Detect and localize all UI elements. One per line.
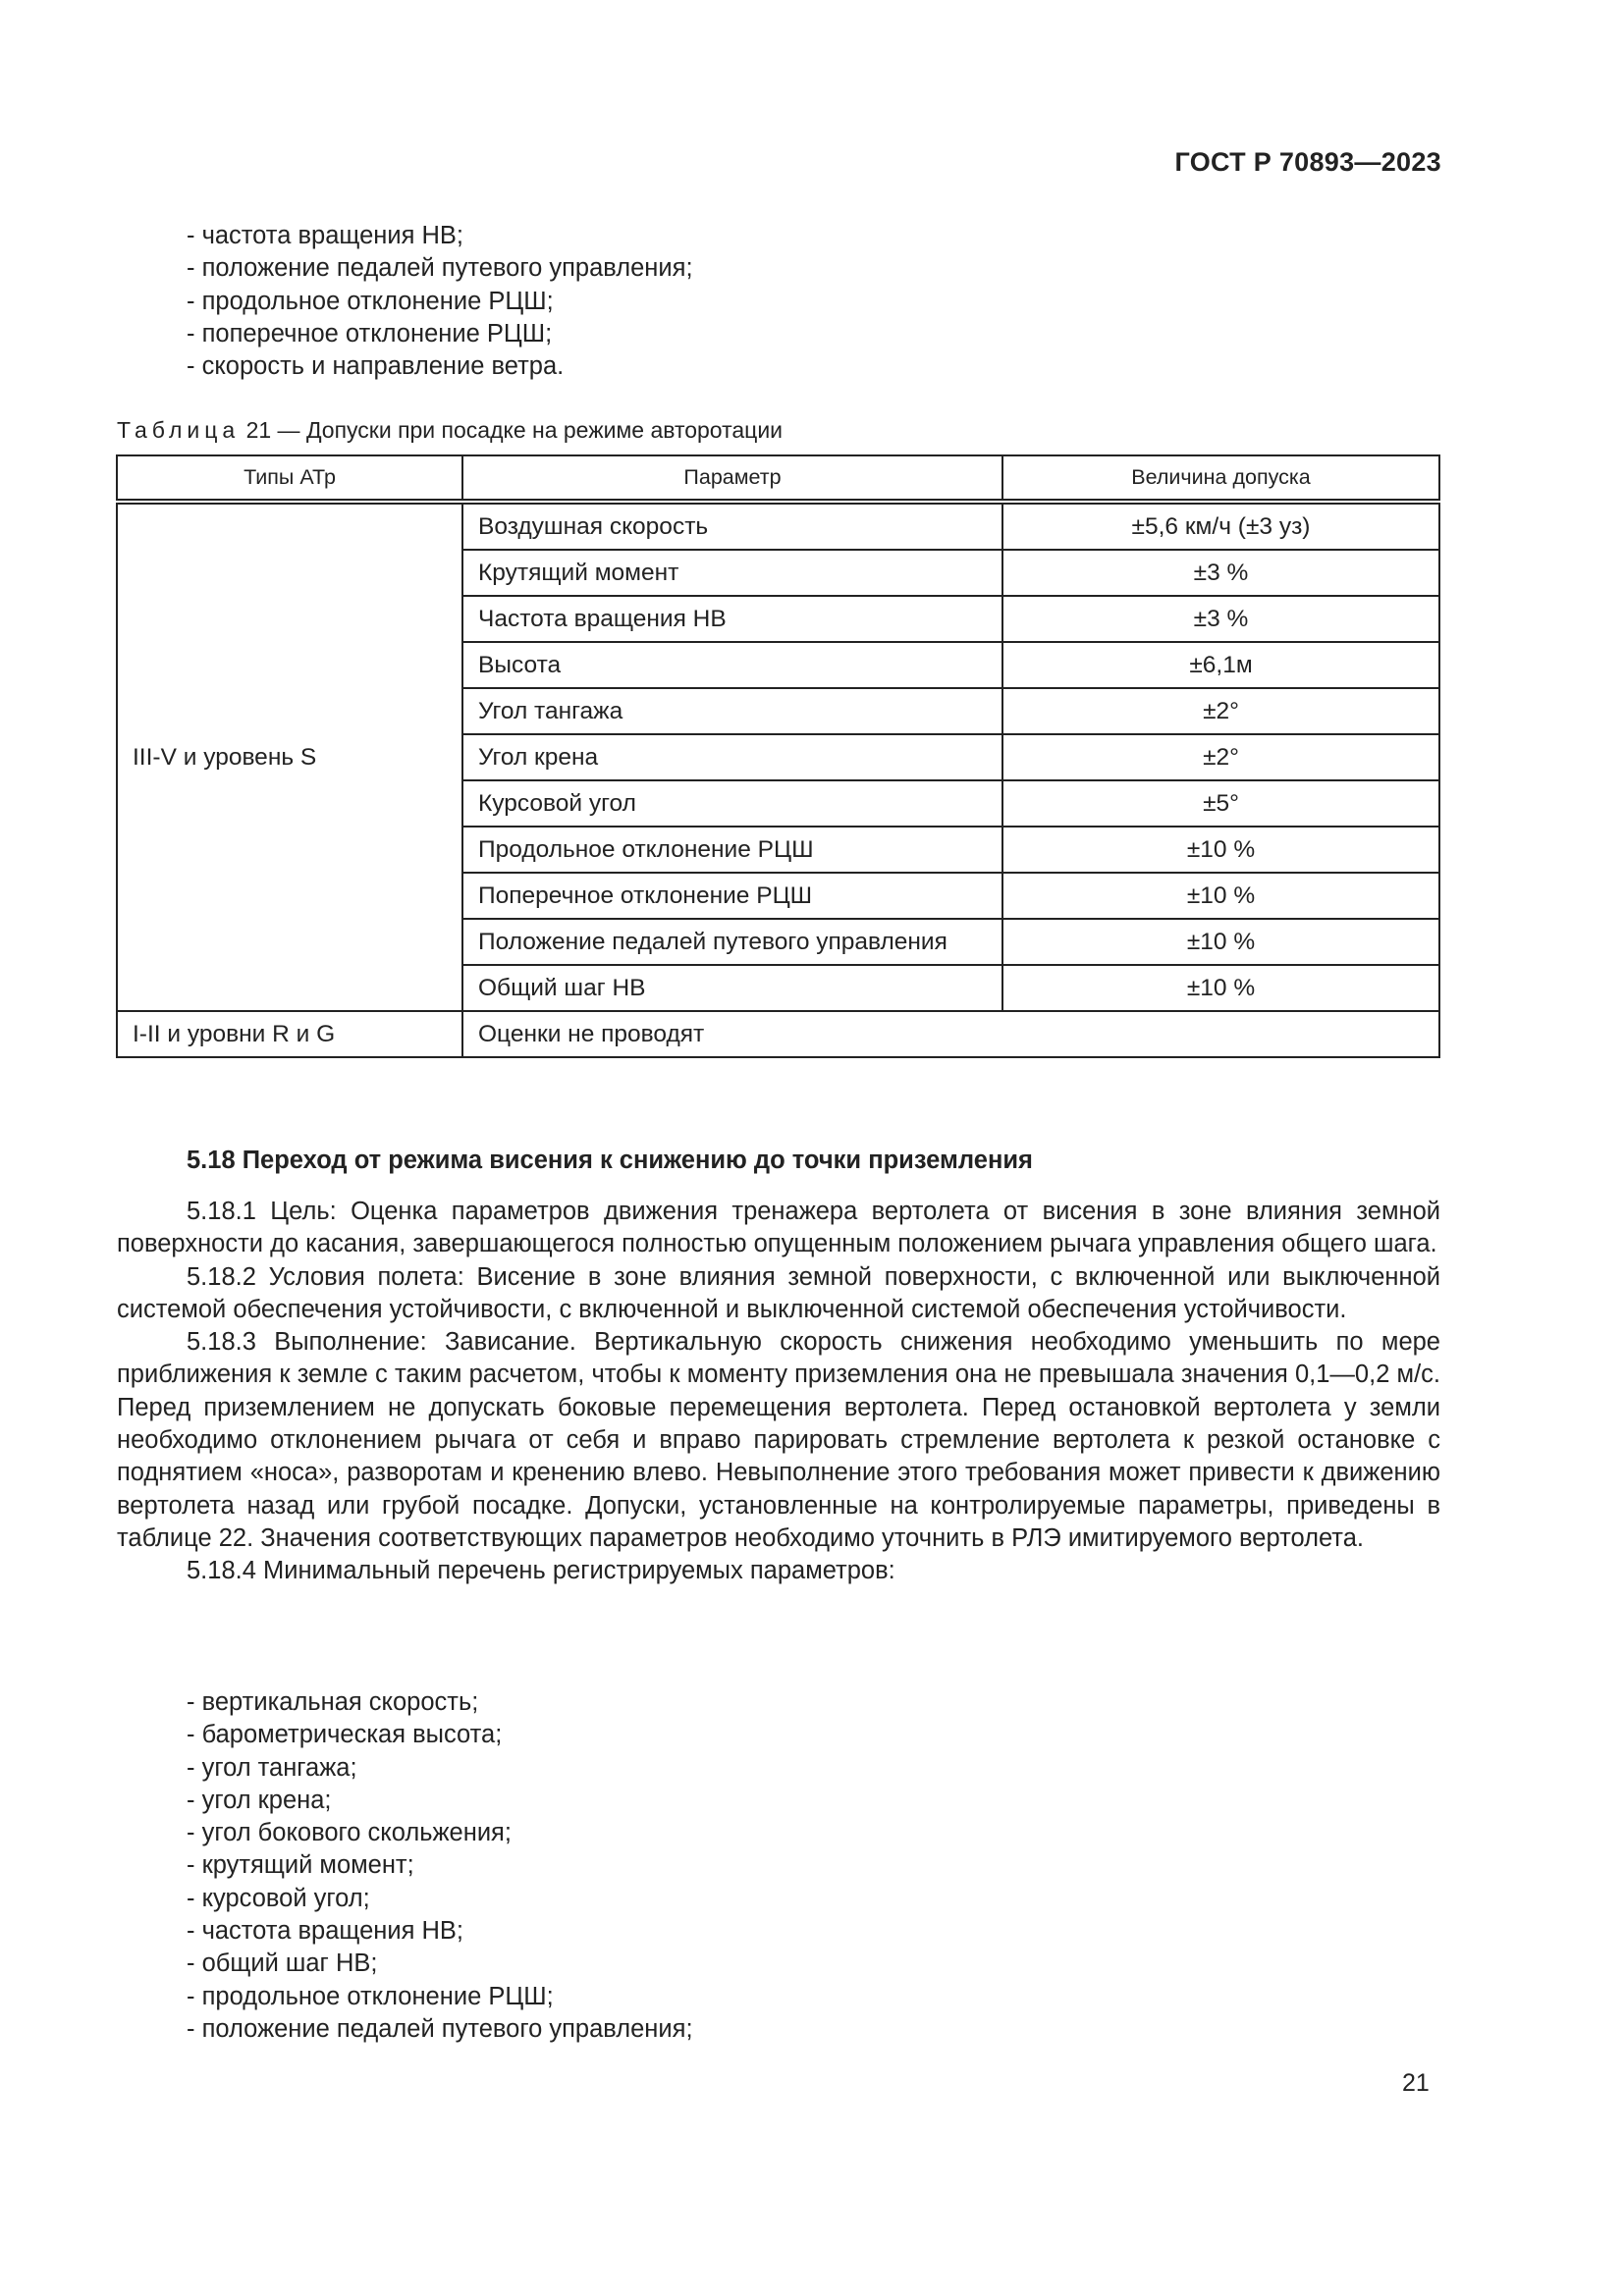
value-cell: ±2° — [1002, 734, 1439, 780]
document-id-header: ГОСТ Р 70893—2023 — [1174, 147, 1441, 177]
value-cell: ±3 % — [1002, 550, 1439, 596]
list-item: - барометрическая высота; — [187, 1721, 503, 1749]
table-row — [117, 1011, 1439, 1057]
list-item: - положение педалей путевого управления; — [187, 2014, 693, 2043]
param-cell: Угол тангажа — [462, 688, 1002, 734]
tolerance-table — [116, 454, 1440, 1058]
list-item: - угол крена; — [187, 1786, 332, 1814]
header-types: Типы АТр — [117, 455, 462, 502]
type-cell: III-V и уровень S — [117, 502, 462, 1011]
table-header-row — [117, 455, 1439, 502]
value-cell: ±10 % — [1002, 873, 1439, 919]
list-item: - частота вращения НВ; — [187, 222, 463, 249]
header-parameter: Параметр — [462, 455, 1002, 502]
list-item: - скорость и направление ветра. — [187, 352, 565, 381]
param-cell: Угол крена — [462, 734, 1002, 780]
param-cell: Курсовой угол — [462, 780, 1002, 827]
param-cell: Частота вращения НВ — [462, 596, 1002, 642]
value-cell: ±5° — [1002, 780, 1439, 827]
param-cell: Высота — [462, 642, 1002, 688]
section-body — [117, 1196, 1440, 1588]
type-cell: I-II и уровни R и G — [117, 1011, 462, 1057]
list-item: - курсовой угол; — [187, 1884, 370, 1912]
paragraph-execution: 5.18.3 Выполнение: Зависание. Вертикальную скорость снижения необходимо уменьшить по мере приближения к земле с таким расчетом, чтобы к моменту приземления она не превышала значения 0,1—0,2 м/с. Перед приземлением не допускать боковые перемещения вертолета. Перед остановкой вертолета у земли необходимо отклонением рычага от себя и вправо парировать стремление вертолета к резкой остановке с поднятием «носа», разворотам и кренению влево. Невыполнение этого требования может привести к движению вертолета назад или грубой посадке. Допуски, установленные на контролируемые параметры, приведены в таблице 22. Значения соответствующих параметров необходимо уточнить в РЛЭ имитируемого вертолета. — [117, 1328, 1440, 1552]
list-item: - вертикальная скорость; — [187, 1688, 479, 1716]
param-cell: Крутящий момент — [462, 550, 1002, 596]
parameter-list-bottom — [187, 1686, 693, 2046]
param-cell: Положение педалей путевого управления — [462, 919, 1002, 965]
value-cell: ±10 % — [1002, 827, 1439, 873]
list-item: - продольное отклонение РЦШ; — [187, 1982, 554, 2010]
table-row — [117, 502, 1439, 550]
note-cell: Оценки не проводят — [462, 1011, 1439, 1057]
list-item: - поперечное отклонение РЦШ; — [187, 319, 553, 347]
paragraph-goal: 5.18.1 Цель: Оценка параметров движения тренажера вертолета от висения в зоне влияния земной поверхности до касания, завершающегося полностью опущенным положением рычага управления общего шага. — [117, 1198, 1440, 1258]
value-cell: ±2° — [1002, 688, 1439, 734]
list-item: - общий шаг НВ; — [187, 1949, 378, 1978]
param-cell: Поперечное отклонение РЦШ — [462, 873, 1002, 919]
param-cell: Воздушная скорость — [462, 502, 1002, 550]
paragraph-parameter-list-intro: 5.18.4 Минимальный перечень регистрируемых параметров: — [187, 1557, 895, 1585]
list-item: - частота вращения НВ; — [187, 1917, 463, 1946]
table-caption — [117, 415, 783, 445]
list-item: - угол тангажа; — [187, 1753, 357, 1782]
section-heading: 5.18 Переход от режима висения к снижению до точки приземления — [187, 1147, 1033, 1174]
paragraph-conditions: 5.18.2 Условия полета: Висение в зоне влияния земной поверхности, с включенной или выключенной системой обеспечения устойчивости, с включенной и выключенной системой обеспечения устойчивости. — [117, 1262, 1440, 1323]
param-cell: Общий шаг НВ — [462, 965, 1002, 1011]
value-cell: ±3 % — [1002, 596, 1439, 642]
list-item: - крутящий момент; — [187, 1851, 414, 1880]
parameter-list-top — [187, 220, 693, 383]
value-cell: ±10 % — [1002, 919, 1439, 965]
list-item: - угол бокового скольжения; — [187, 1819, 512, 1847]
table-caption-text: 21 — Допуски при посадке на режиме авторотации — [245, 417, 784, 443]
value-cell: ±5,6 км/ч (±3 уз) — [1002, 502, 1439, 550]
value-cell: ±6,1м — [1002, 642, 1439, 688]
value-cell: ±10 % — [1002, 965, 1439, 1011]
list-item: - продольное отклонение РЦШ; — [187, 287, 554, 315]
page-number: 21 — [1402, 2069, 1430, 2097]
list-item: - положение педалей путевого управления; — [187, 254, 693, 283]
table-caption-label: Таблица — [117, 417, 241, 443]
header-tolerance: Величина допуска — [1002, 455, 1439, 502]
param-cell: Продольное отклонение РЦШ — [462, 827, 1002, 873]
